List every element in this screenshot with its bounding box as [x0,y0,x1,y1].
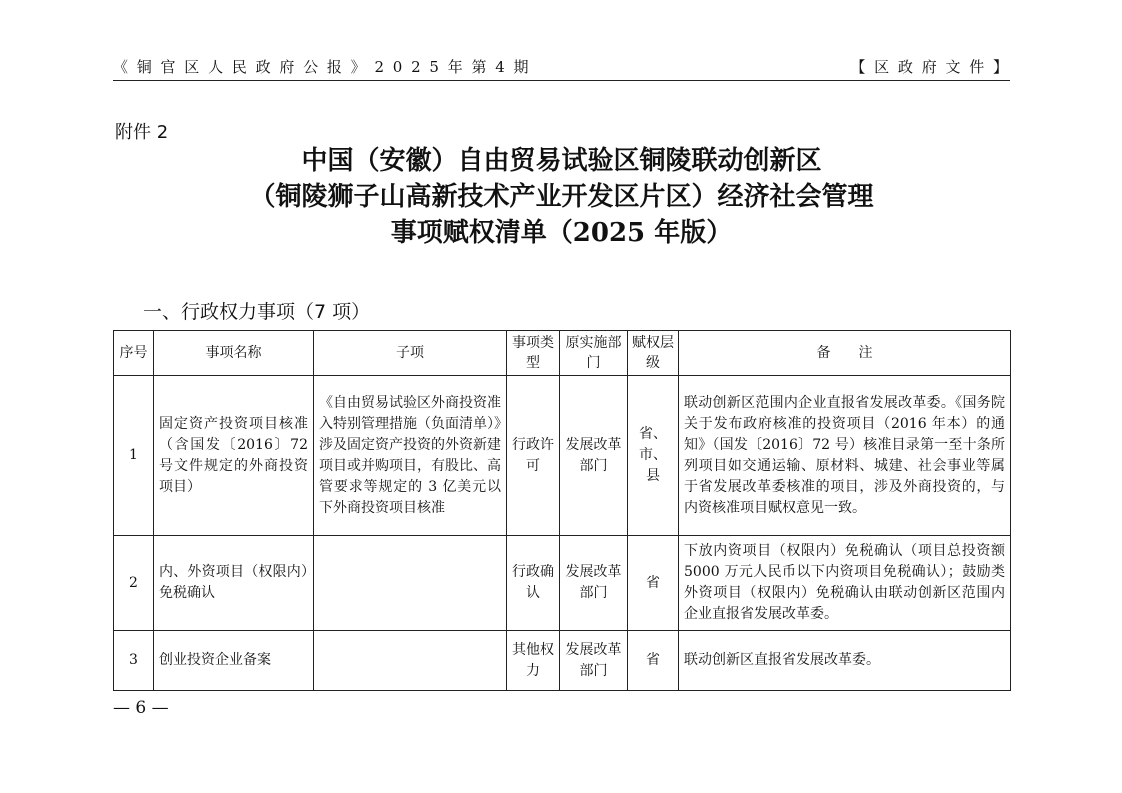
cell-dept: 发展改革部门 [560,536,628,631]
cell-seq: 1 [114,376,154,536]
running-header [113,56,1010,78]
cell-seq: 3 [114,631,154,691]
section-heading: 一、行政权力事项（7 项） [143,301,371,323]
header-sub: 子项 [314,331,507,376]
items-table [113,330,1011,691]
cell-type: 行政许可 [507,376,560,536]
header-dept: 原实施部门 [560,331,628,376]
cell-type: 其他权力 [507,631,560,691]
cell-type: 行政确认 [507,536,560,631]
header-type: 事项类型 [507,331,560,376]
cell-sub [314,536,507,631]
header-journal-title: 《 铜 官 区 人 民 政 府 公 报 》 2 0 2 5 年 第 4 期 [113,58,531,76]
table-row [114,536,1011,631]
document-title [113,143,1010,251]
title-line-2: （铜陵狮子山高新技术产业开发区片区）经济社会管理 [249,182,874,212]
cell-dept: 发展改革部门 [560,631,628,691]
cell-level: 省 [628,536,679,631]
header-section-label: 【 区 政 府 文 件 】 [850,58,1010,76]
title-line-1: 中国（安徽）自由贸易试验区铜陵联动创新区 [301,146,822,176]
title-line-3: 事项赋权清单（2025 年版） [390,218,733,248]
page-number: — 6 — [113,698,169,718]
cell-name: 内、外资项目（权限内）免税确认 [154,536,314,631]
attachment-label: 附件 2 [115,122,169,143]
table-row [114,376,1011,536]
cell-name: 创业投资企业备案 [154,631,314,691]
cell-remark: 联动创新区直报省发展改革委。 [679,631,1011,691]
header-remark: 备 注 [679,331,1011,376]
cell-name: 固定资产投资项目核准（含国发〔2016〕72 号文件规定的外商投资项目） [154,376,314,536]
cell-dept: 发展改革部门 [560,376,628,536]
header-name: 事项名称 [154,331,314,376]
table-header-row [114,331,1011,376]
cell-sub [314,631,507,691]
header-seq: 序号 [114,331,154,376]
cell-remark: 下放内资项目（权限内）免税确认（项目总投资额 5000 万元人民币以下内资项目免税确认）；鼓励类外资项目（权限内）免税确认由联动创新区范围内企业直报省发展改革委。 [679,536,1011,631]
header-level: 赋权层级 [628,331,679,376]
cell-seq: 2 [114,536,154,631]
header-rule [113,80,1010,81]
cell-level: 省 [628,631,679,691]
cell-level: 省、市、县 [628,376,679,536]
cell-sub: 《自由贸易试验区外商投资准入特别管理措施（负面清单）》涉及固定资产投资的外资新建项目或并购项目，有股比、高管要求等规定的 3 亿美元以下外商投资项目核准 [314,376,507,536]
table-row [114,631,1011,691]
cell-remark: 联动创新区范围内企业直报省发展改革委。《国务院关于发布政府核准的投资项目（2016 年本）的通知》（国发〔2016〕72 号）核准目录第一至十条所列项目如交通运输、原材料、城建、社会事业等属于省发展改革委核准的项目，涉及外商投资的，与内资核准项目赋权意见一致。 [679,376,1011,536]
